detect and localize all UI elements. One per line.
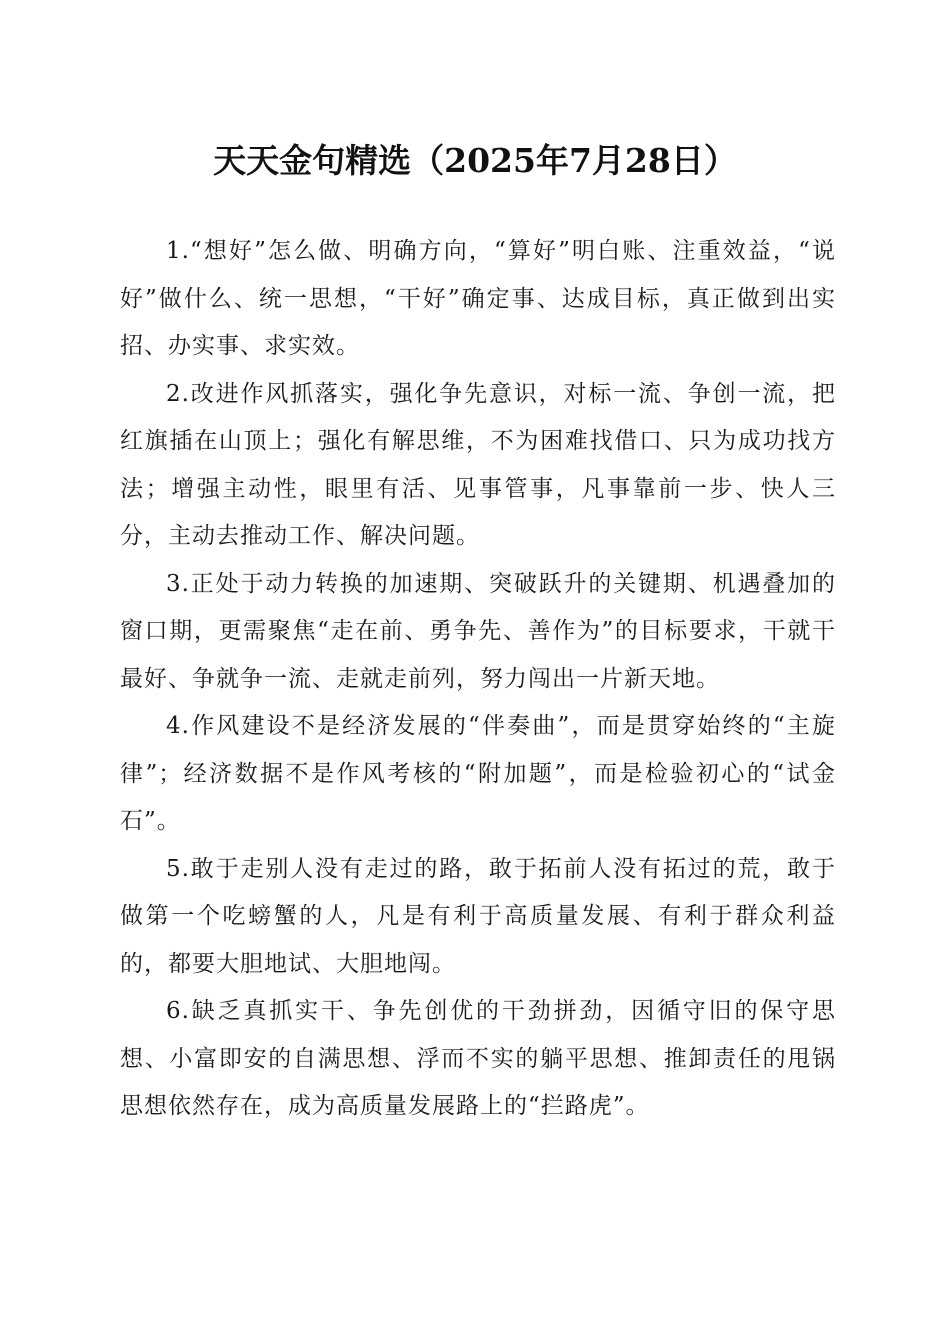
paragraph-5: 5.敢于走别人没有走过的路，敢于拓前人没有拓过的荒，敢于做第一个吃螃蟹的人，凡是有利于高质量发展、有利于群众利益的，都要大胆地试、大胆地闯。 (120, 855, 836, 977)
paragraph-2: 2.改进作风抓落实，强化争先意识，对标一流、争创一流，把红旗插在山顶上；强化有解思维，不为困难找借口、只为成功找方法；增强主动性，眼里有活、见事管事，凡事靠前一步、快人三分，主动去推动工作、解决问题。 (120, 380, 836, 549)
paragraph-6: 6.缺乏真抓实干、争先创优的干劲拼劲，因循守旧的保守思想、小富即安的自满思想、浮而不实的躺平思想、推卸责任的甩锅思想依然存在，成为高质量发展路上的“拦路虎”。 (120, 998, 836, 1119)
paragraph-1: 1.“想好”怎么做、明确方向，“算好”明白账、注重效益，“说好”做什么、统一思想，“干好”确定事、达成目标，真正做到出实招、办实事、求实效。 (120, 238, 836, 359)
paragraph-4: 4.作风建设不是经济发展的“伴奏曲”，而是贯穿始终的“主旋律”；经济数据不是作风考核的“附加题”，而是检验初心的“试金石”。 (120, 713, 836, 834)
paragraph-3: 3.正处于动力转换的加速期、突破跃升的关键期、机遇叠加的窗口期，更需聚焦“走在前、勇争先、善作为”的目标要求，干就干最好、争就争一流、走就走前列，努力闯出一片新天地。 (120, 570, 836, 692)
document-body (120, 228, 836, 1131)
document-title: 天天金句精选（2025年7月28日） (213, 141, 737, 180)
